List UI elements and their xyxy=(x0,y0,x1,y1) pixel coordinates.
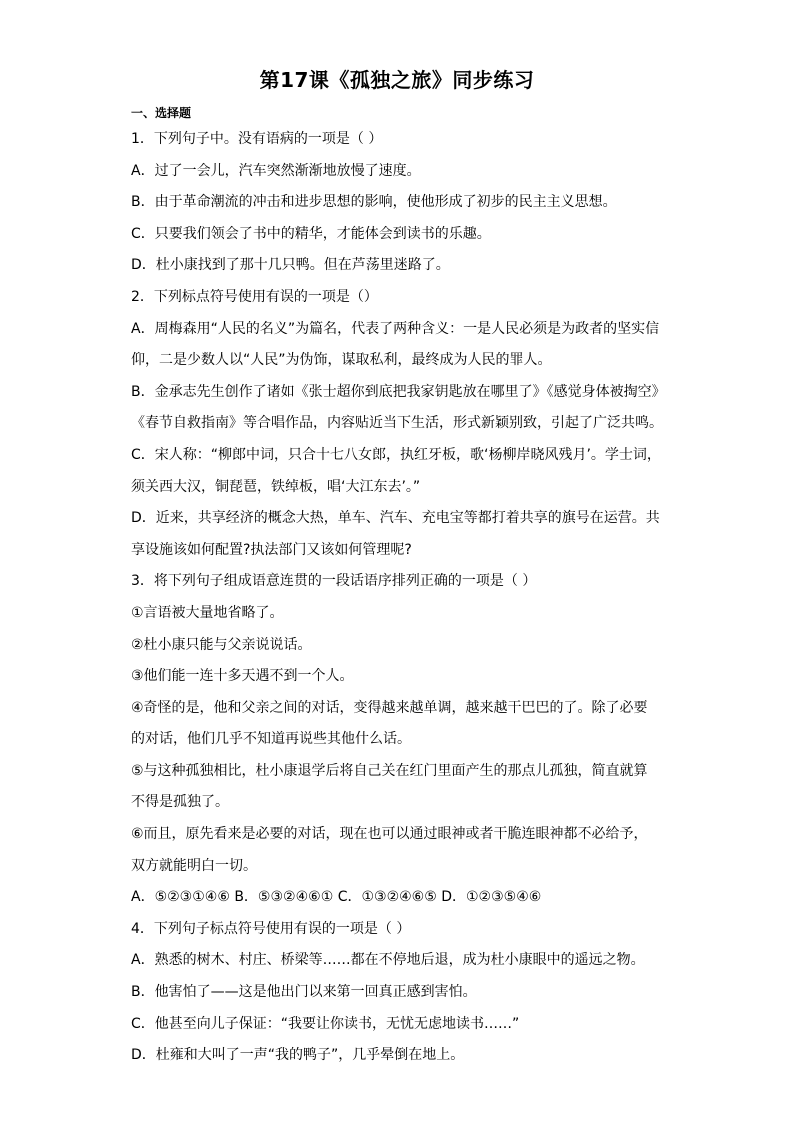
option-d: D．杜雍和大叫了一声“我的鸭子”，几乎晕倒在地上。 xyxy=(131,1047,465,1064)
sentence-3: ③他们能一连十多天遇不到一个人。 xyxy=(131,668,354,685)
sentence-4-continued: 的对话，他们几乎不知道再说些其他什么话。 xyxy=(131,731,411,748)
question-stem: 1．下列句子中。没有语病的一项是（ ） xyxy=(131,131,383,147)
option-c: C．只要我们领会了书中的精华，才能体会到读书的乐趣。 xyxy=(131,225,491,242)
option-a: A．周梅森用“人民的名义”为篇名，代表了两种含义：一是人民必须是为政者的坚实信 xyxy=(131,320,660,337)
sentence-5-continued: 不得是孤独了。 xyxy=(131,794,229,811)
sentence-6: ⑥而且，原先看来是必要的对话，现在也可以通过眼神或者干脆连眼神都不必给予， xyxy=(131,826,648,843)
option-b: B．由于革命潮流的冲击和进步思想的影响，使他形成了初步的民主主义思想。 xyxy=(131,194,617,211)
question-2 xyxy=(131,282,671,566)
option-b: B．他害怕了——这是他出门以来第一回真正感到害怕。 xyxy=(131,984,477,1001)
sentence-2: ②杜小康只能与父亲说说话。 xyxy=(131,636,312,653)
option-d: D．杜小康找到了那十几只鸭。但在芦荡里迷路了。 xyxy=(131,257,450,274)
option-a-continued: 仰，二是少数人以“人民”为伪饰，谋取私利，最终成为人民的罪人。 xyxy=(131,352,552,369)
option-c: C．他甚至向儿子保证：“我要让你读书，无忧无虑地读书……” xyxy=(131,1015,520,1032)
option-c: C．宋人称：“柳郎中词，只合十七八女郎，执红牙板，歌‘杨柳岸晓风残月’。学士词， xyxy=(131,446,661,463)
option-d: D．近来，共享经济的概念大热，单车、汽车、充电宝等都打着共享的旗号在运营。共 xyxy=(131,510,660,527)
question-stem: 4．下列句子标点符号使用有误的一项是（ ） xyxy=(131,920,411,937)
section-heading: 一、选择题 xyxy=(131,106,192,120)
page-title: 第17课《孤独之旅》同步练习 xyxy=(259,68,535,92)
sentence-4: ④奇怪的是，他和父亲之间的对话，变得越来越单调，越来越干巴巴的了。除了必要 xyxy=(131,699,648,716)
question-4 xyxy=(131,914,671,1072)
option-b-continued: 《春节自救指南》等合唱作品，内容贴近当下生活，形式新颖别致，引起了广泛共鸣。 xyxy=(131,415,663,432)
option-d-continued: 享设施该如何配置?执法部门又该如何管理呢? xyxy=(131,541,412,558)
option-c-continued: 须关西大汉，铜琵琶，铁绰板，唱‘大江东去’。” xyxy=(131,478,421,495)
sentence-1: ①言语被大量地省略了。 xyxy=(131,604,284,621)
sentence-6-continued: 双方就能明白一切。 xyxy=(131,857,257,874)
question-3 xyxy=(131,566,671,914)
option-b: B．金承志先生创作了诸如《张士超你到底把我家钥匙放在哪里了》《感觉身体被掏空》 xyxy=(131,383,666,400)
question-stem: 2．下列标点符号使用有误的一项是（） xyxy=(131,288,378,305)
question-1 xyxy=(131,124,671,282)
question-list xyxy=(131,124,671,1072)
option-a: A．过了一会儿，汽车突然渐渐地放慢了速度。 xyxy=(131,162,421,179)
question-stem: 3．将下列句子组成语意连贯的一段话语序排列正确的一项是（ ） xyxy=(131,573,537,590)
answer-options: A．⑤②③①④⑥ B．⑤③②④⑥① C．①③②④⑥⑤ D．①②③⑤④⑥ xyxy=(131,889,542,906)
option-a: A．熟悉的树木、村庄、桥梁等……都在不停地后退，成为杜小康眼中的遥远之物。 xyxy=(131,952,645,969)
sentence-5: ⑤与这种孤独相比，杜小康退学后将自己关在红门里面产生的那点儿孤独，简直就算 xyxy=(131,762,648,779)
